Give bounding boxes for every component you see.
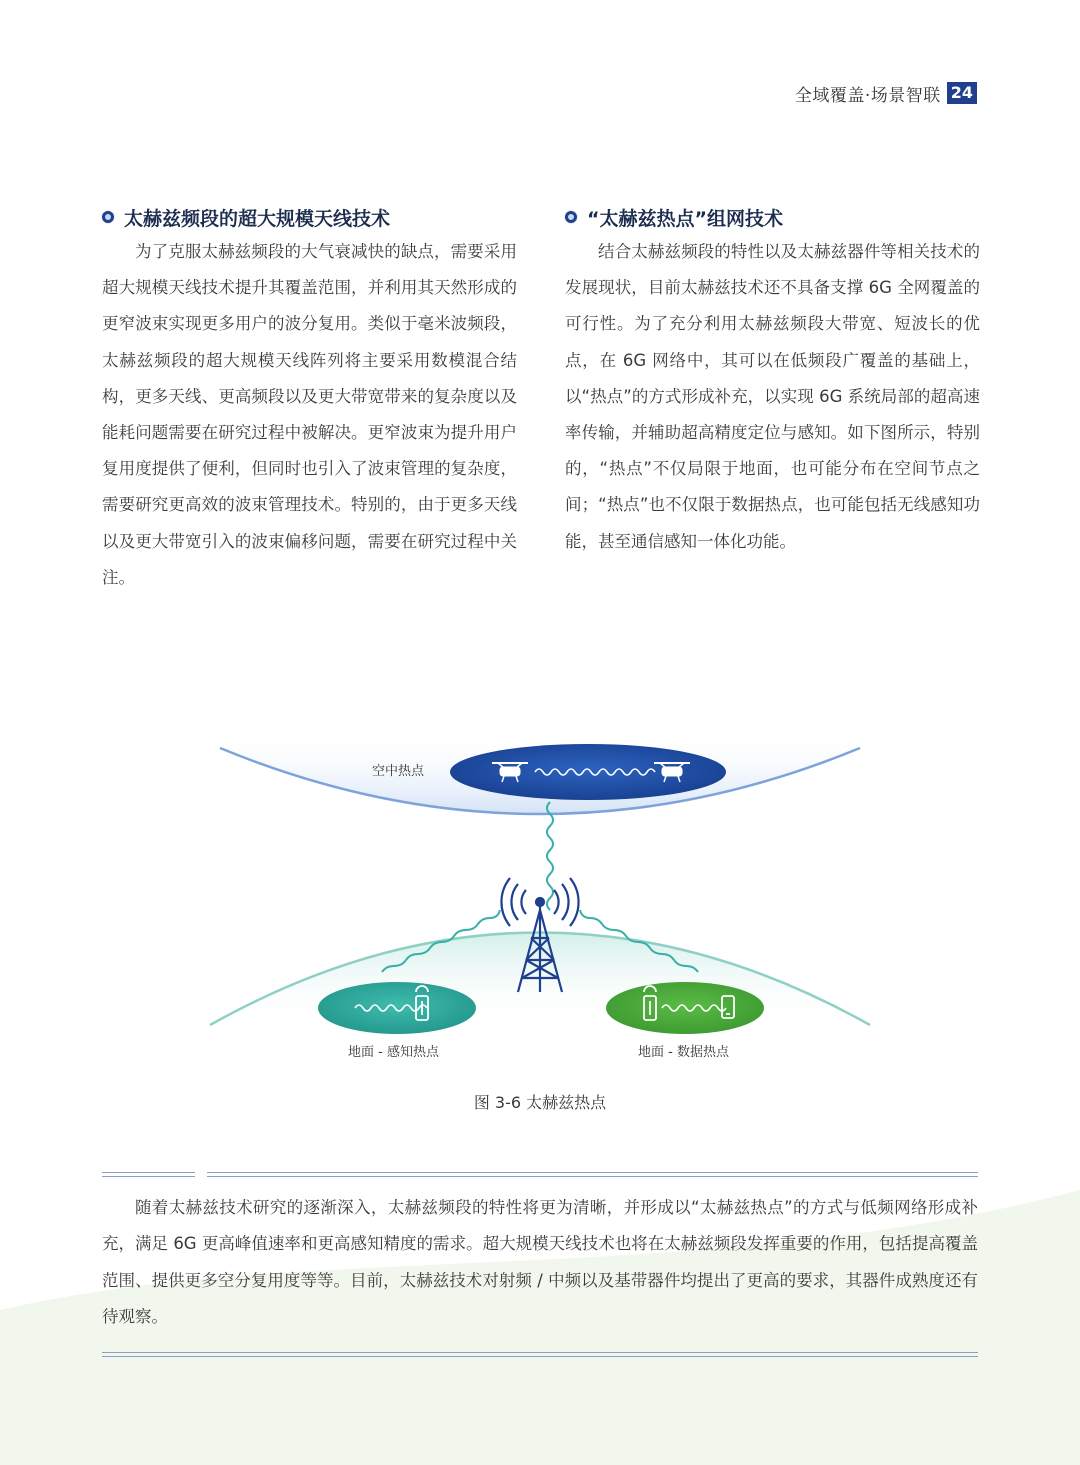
right-section-heading: [565, 200, 980, 234]
header-title: 全域覆盖·场景智联: [794, 85, 941, 106]
ground-data-ellipse: [606, 982, 764, 1034]
bullet-icon: [102, 211, 114, 223]
page-header: [795, 80, 977, 106]
left-section-title: 太赫兹频段的超大规模天线技术: [124, 207, 391, 230]
divider-bottom: [102, 1352, 978, 1358]
figure-caption: 图 3-6 太赫兹热点: [473, 1093, 607, 1112]
right-section-title: “太赫兹热点”组网技术: [587, 207, 783, 230]
ground-data-label: 地面 - 数据热点: [638, 1045, 729, 1060]
terahertz-hotspot-figure: [200, 730, 880, 1070]
air-hotspot-label: 空中热点: [372, 764, 425, 779]
right-section: [565, 200, 980, 560]
ground-sensing-ellipse: [318, 982, 476, 1034]
ground-sensing-label: 地面 - 感知热点: [348, 1045, 439, 1060]
air-tower-link-wave: [547, 802, 553, 910]
right-section-paragraph: 结合太赫兹频段的特性以及太赫兹器件等相关技术的发展现状，目前太赫兹技术还不具备支撑 6G 全网覆盖的可行性。为了充分利用太赫兹频段大带宽、短波长的优点，在 6G 网络中，其可以在低频段广覆盖的基础上，以“热点”的方式形成补充，以实现 6G 系统局部的超高速率传输，并辅助超高精度定位与感知。如下图所示，特别的，“热点”不仅局限于地面，也可能分布在空间节点之间；“热点”也不仅限于数据热点，也可能包括无线感知功能，甚至通信感知一体化功能。: [565, 242, 980, 551]
air-hotspot-ellipse: [450, 744, 726, 800]
summary-paragraph: 随着太赫兹技术研究的逐渐深入，太赫兹频段的特性将更为清晰，并形成以“太赫兹热点”的方式与低频网络形成补充，满足 6G 更高峰值速率和更高感知精度的需求。超大规模天线技术也将在太赫兹频段发挥重要的作用，包括提高覆盖范围、提供更多空分复用度等等。目前，太赫兹技术对射频 / 中频以及基带器件均提出了更高的要求，其器件成熟度还有待观察。: [102, 1198, 978, 1327]
divider-top: [102, 1172, 978, 1178]
bullet-icon: [565, 211, 577, 223]
figure-illustration: [200, 730, 880, 1070]
page-number: 24: [947, 82, 977, 104]
left-section-heading: [102, 200, 517, 234]
left-section-paragraph: 为了克服太赫兹频段的大气衰减快的缺点，需要采用超大规模天线技术提升其覆盖范围，并利用其天然形成的更窄波束实现更多用户的波分复用。类似于毫米波频段，太赫兹频段的超大规模天线阵列将主要采用数模混合结构，更多天线、更高频段以及更大带宽带来的复杂度以及能耗问题需要在研究过程中被解决。更窄波束为提升用户复用度提供了便利，但同时也引入了波束管理的复杂度，需要研究更高效的波束管理技术。特别的，由于更多天线以及更大带宽引入的波束偏移问题，需要在研究过程中关注。: [102, 242, 517, 587]
left-section: [102, 200, 517, 596]
